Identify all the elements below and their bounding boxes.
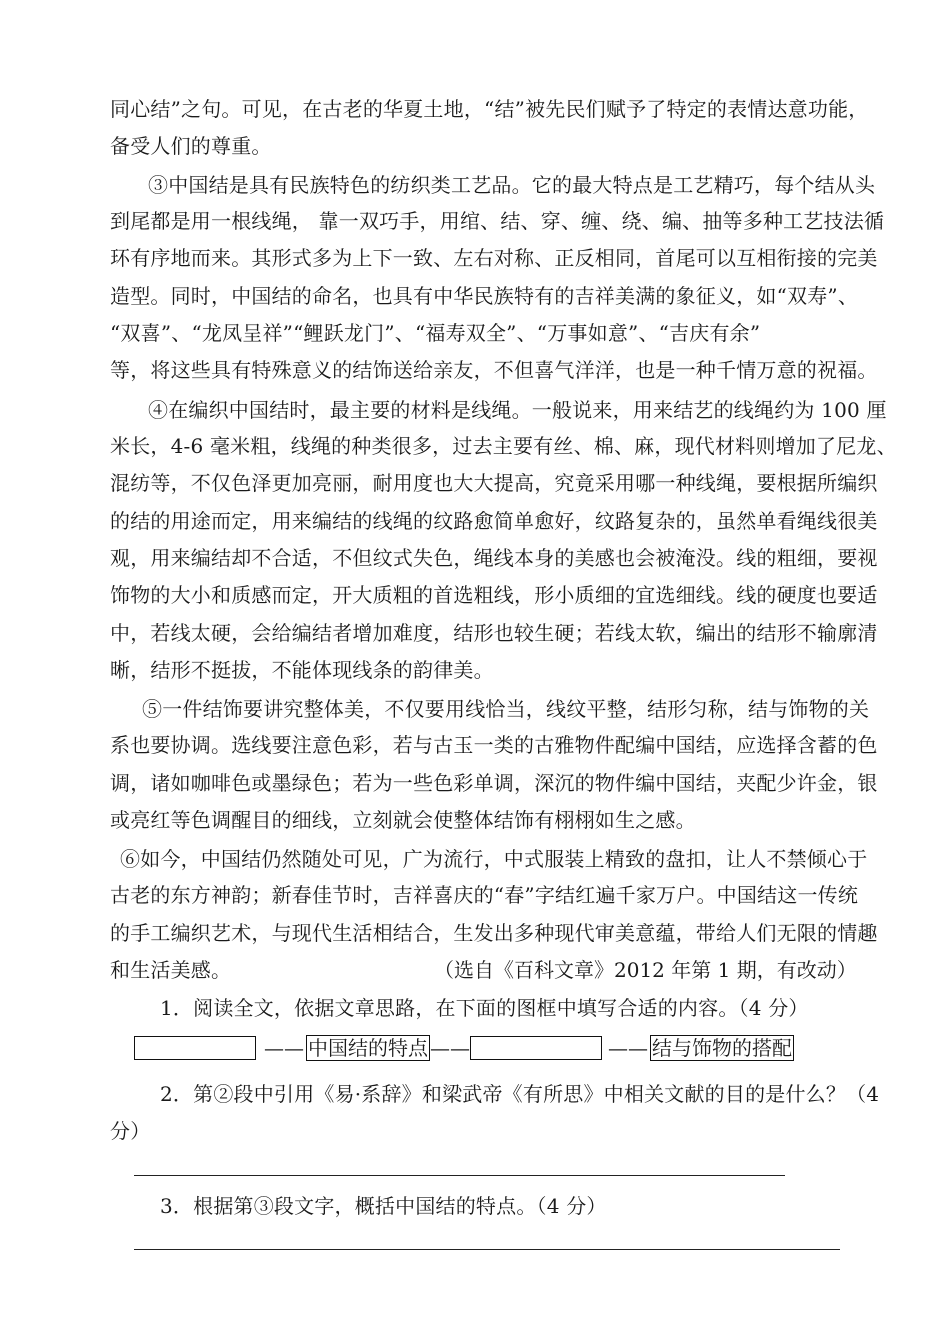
- flow-box-matching: 结与饰物的搭配: [652, 1036, 792, 1060]
- paragraph-2-line: 备受人们的尊重。: [110, 134, 272, 158]
- paragraph-4-line: 的结的用途而定，用来编结的线绳的纹路愈简单愈好，纹路复杂的，虽然单看绳线很美: [110, 509, 878, 533]
- paragraph-5-line: 或亮红等色调醒目的细线，立刻就会使整体结饰有栩栩如生之感。: [110, 808, 696, 832]
- paragraph-3-line: ③中国结是具有民族特色的纺织类工艺品。它的最大特点是工艺精巧，每个结从头: [148, 173, 876, 197]
- question-2: 2．第②段中引用《易·系辞》和梁武帝《有所思》中相关文献的目的是什么？（4: [160, 1082, 880, 1106]
- question-3: 3．根据第③段文字，概括中国结的特点。（4 分）: [160, 1194, 607, 1218]
- answer-box-1[interactable]: [134, 1036, 256, 1060]
- paragraph-4-line: 晰，结形不挺拔，不能体现线条的韵律美。: [110, 658, 494, 682]
- paragraph-4-line: ④在编织中国结时，最主要的材料是线绳。一般说来，用来结艺的线绳约为 100 厘: [148, 398, 887, 422]
- structure-flowchart: [134, 1035, 794, 1061]
- paragraph-2-line: 同心结”之句。可见，在古老的华夏土地，“结”被先民们赋予了特定的表情达意功能，: [110, 97, 869, 121]
- paragraph-3-line: 等，将这些具有特殊意义的结饰送给亲友，不但喜气洋洋，也是一种千情万意的祝福。: [110, 358, 878, 382]
- paragraph-5-line: 调，诸如咖啡色或墨绿色；若为一些色彩单调，深沉的物件编中国结，夹配少许金，银: [110, 771, 878, 795]
- paragraph-4-line: 中，若线太硬，会给编结者增加难度，结形也较生硬；若线太软，编出的结形不输廓清: [110, 621, 878, 645]
- paragraph-4-line: 观，用来编结却不合适，不但纹式失色，绳线本身的美感也会被淹没。线的粗细，要视: [110, 546, 878, 570]
- paragraph-4-line: 米长，4-6 毫米粗，线绳的种类很多，过去主要有丝、棉、麻，现代材料则增加了尼龙、: [110, 434, 897, 458]
- question-1: 1．阅读全文，依据文章思路，在下面的图框中填写合适的内容。（4 分）: [160, 996, 809, 1020]
- paragraph-5-line: ⑤一件结饰要讲究整体美，不仅要用线恰当，线纹平整，结形匀称，结与饰物的关: [142, 697, 870, 721]
- paragraph-6-line: 古老的东方神韵；新春佳节时，吉祥喜庆的“春”字结红遍千家万户。中国结这一传统: [110, 883, 859, 907]
- paragraph-3-line: 造型。同时，中国结的命名，也具有中华民族特有的吉祥美满的象征义，如“双寿”、: [110, 284, 859, 308]
- flow-connector: ——: [608, 1036, 648, 1060]
- answer-line-q2[interactable]: [134, 1175, 785, 1176]
- paragraph-3-line: 到尾都是用一根线绳， 靠一双巧手，用绾、结、穿、缠、绕、编、抽等多种工艺技法循: [110, 209, 885, 233]
- paragraph-3-line: 环有序地而来。其形式多为上下一致、左右对称、正反相同，首尾可以互相衔接的完美: [110, 246, 878, 270]
- flow-box-features: 中国结的特点: [308, 1036, 428, 1060]
- paragraph-3-line: “双喜”、“龙凤呈祥”“鲤跃龙门”、“福寿双全”、“万事如意”、“吉庆有余”: [110, 321, 761, 345]
- answer-box-3[interactable]: [470, 1036, 602, 1060]
- paragraph-4-line: 混纺等，不仅色泽更加亮丽，耐用度也大大提高，究竟采用哪一种线绳，要根据所编织: [110, 471, 878, 495]
- source-citation: （选自《百科文章》2012 年第 1 期，有改动）: [434, 958, 857, 982]
- flow-connector: ——: [264, 1036, 304, 1060]
- paragraph-5-line: 系也要协调。选线要注意色彩，若与古玉一类的古雅物件配编中国结，应选择含蓄的色: [110, 733, 878, 757]
- paragraph-6-line: 和生活美感。: [110, 958, 232, 982]
- paragraph-4-line: 饰物的大小和质感而定，开大质粗的首选粗线，形小质细的宜选细线。线的硬度也要适: [110, 583, 878, 607]
- flow-connector: ——: [430, 1036, 470, 1060]
- paragraph-6-line: ⑥如今，中国结仍然随处可见，广为流行，中式服装上精致的盘扣，让人不禁倾心于: [120, 847, 868, 871]
- question-2-continued: 分）: [110, 1119, 151, 1143]
- paragraph-6-line: 的手工编织艺术，与现代生活相结合，生发出多种现代审美意蕴，带给人们无限的情趣: [110, 921, 878, 945]
- answer-line-q3[interactable]: [134, 1249, 840, 1250]
